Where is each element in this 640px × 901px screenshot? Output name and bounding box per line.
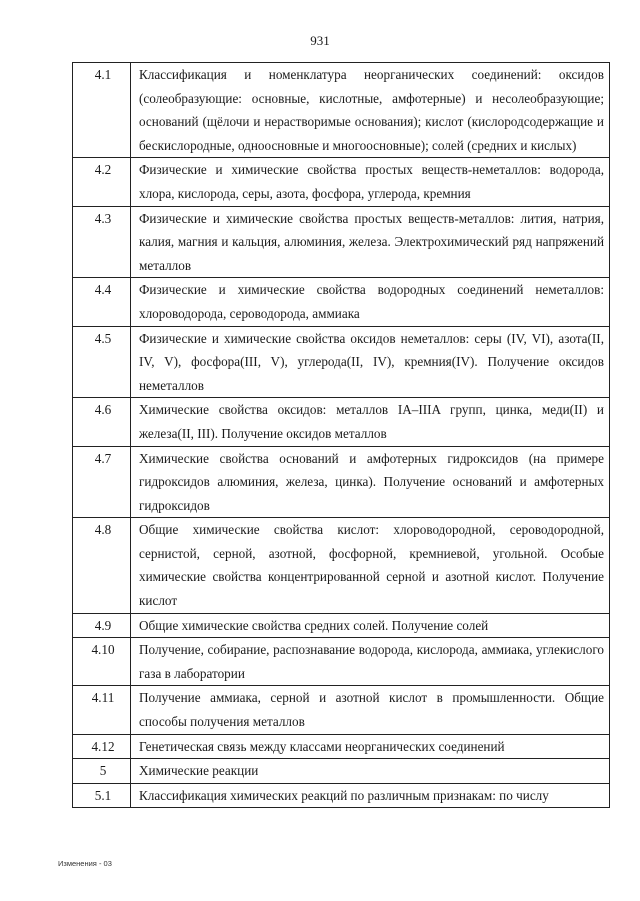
table-row (73, 446, 610, 518)
row-number: 4.11 (73, 686, 131, 734)
table-row (73, 686, 610, 734)
page-number: 931 (310, 33, 330, 48)
row-number: 4.3 (73, 206, 131, 278)
row-number: 4.9 (73, 613, 131, 638)
table-row (73, 734, 610, 759)
table-row (73, 206, 610, 278)
row-text: Общие химические свойства кислот: хлороводородной, сероводородной, сернистой, серной, азотной, фосфорной, кремниевой, угольной. Особые химические свойства концентрированной серной и азотной кислот. Получение кислот (131, 518, 610, 613)
row-text: Классификация и номенклатура неорганических соединений: оксидов (солеобразующие: основные, кислотные, амфотерные) и несолеобразующие; оснований (щёлочи и нерастворимые основания); кислот (кислородсодержащие и бескислородные, одноосновные и многоосновные); солей (средних и кислых) (131, 63, 610, 158)
table-row (73, 759, 610, 784)
row-text: Классификация химических реакций по различным признакам: по числу (131, 783, 610, 808)
row-number: 4.4 (73, 278, 131, 326)
row-text: Общие химические свойства средних солей. Получение солей (131, 613, 610, 638)
row-text: Получение, собирание, распознавание водорода, кислорода, аммиака, углекислого газа в лаборатории (131, 638, 610, 686)
row-number: 5 (73, 759, 131, 784)
table-row (73, 518, 610, 613)
table-row (73, 783, 610, 808)
row-number: 4.2 (73, 158, 131, 206)
table-row (73, 278, 610, 326)
table-row (73, 63, 610, 158)
table-row (73, 326, 610, 398)
row-number: 4.1 (73, 63, 131, 158)
content-table (72, 62, 610, 808)
row-text: Физические и химические свойства простых веществ-неметаллов: водорода, хлора, кислорода, серы, азота, фосфора, углерода, кремния (131, 158, 610, 206)
table-row (73, 158, 610, 206)
row-text: Химические свойства оснований и амфотерных гидроксидов (на примере гидроксидов алюминия, железа, цинка). Получение оснований и амфотерных гидроксидов (131, 446, 610, 518)
table-row (73, 638, 610, 686)
row-number: 4.6 (73, 398, 131, 446)
row-number: 5.1 (73, 783, 131, 808)
row-number: 4.10 (73, 638, 131, 686)
row-text: Физические и химические свойства водородных соединений неметаллов: хлороводорода, сероводорода, аммиака (131, 278, 610, 326)
row-text: Химические свойства оксидов: металлов IA–IIIA групп, цинка, меди(II) и железа(II, III). Получение оксидов металлов (131, 398, 610, 446)
footer-revision: Изменения - 03 (58, 859, 112, 868)
row-number: 4.8 (73, 518, 131, 613)
row-number: 4.12 (73, 734, 131, 759)
table-row (73, 613, 610, 638)
row-number: 4.7 (73, 446, 131, 518)
row-text: Физические и химические свойства оксидов неметаллов: серы (IV, VI), азота(II, IV, V), фосфора(III, V), углерода(II, IV), кремния(IV). Получение оксидов неметаллов (131, 326, 610, 398)
row-text: Химические реакции (131, 759, 610, 784)
row-text: Получение аммиака, серной и азотной кислот в промышленности. Общие способы получения металлов (131, 686, 610, 734)
row-text: Физические и химические свойства простых веществ-металлов: лития, натрия, калия, магния и кальция, алюминия, железа. Электрохимический ряд напряжений металлов (131, 206, 610, 278)
table-row (73, 398, 610, 446)
row-number: 4.5 (73, 326, 131, 398)
row-text: Генетическая связь между классами неорганических соединений (131, 734, 610, 759)
